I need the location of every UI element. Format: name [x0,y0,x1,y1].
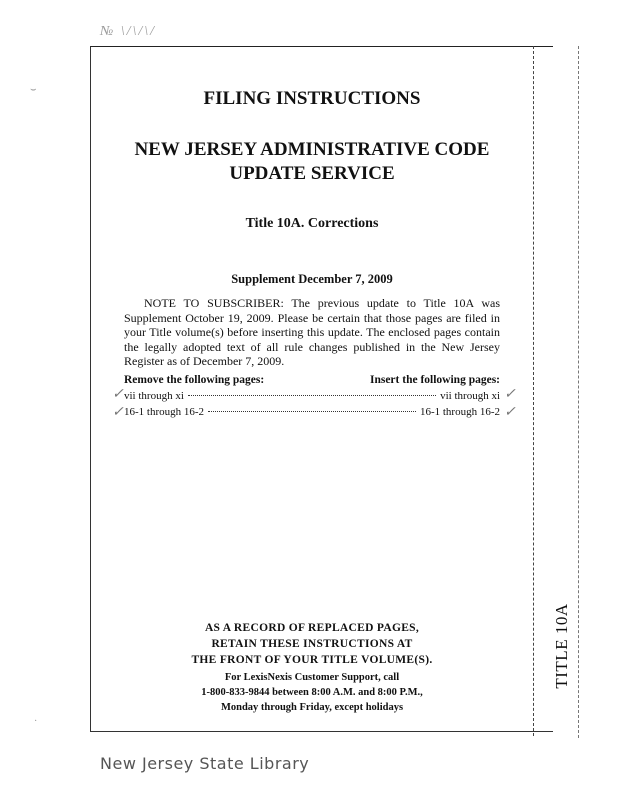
subscriber-note: NOTE TO SUBSCRIBER: The previous update to Title 10A was Supplement October 19, 2009. Please be certain that those pages are filed in your Title volume(s) before inserting this update. The enclosed pages contain the legally adopted text of all rule changes published in the New Jersey Register as of December 7, 2009. [124,296,500,368]
support-line3: Monday through Friday, except holidays [220,702,404,713]
customer-support-notice [90,670,534,715]
title-tab [548,600,576,692]
scan-mark: ⌣ [30,84,37,95]
checkmark-icon: ✓ [504,387,516,402]
supplement-date: Supplement December 7, 2009 [231,272,393,286]
checkmark-icon: ✓ [112,405,124,420]
retain-line1: AS A RECORD OF REPLACED PAGES, [204,622,420,634]
code-title: Title 10A. Corrections [245,216,379,231]
title-tab-label: TITLE 10A [552,603,571,689]
pages-table-header [124,374,500,386]
checkmark-icon: ✓ [112,387,124,402]
retain-notice [90,620,534,668]
retain-line2: RETAIN THESE INSTRUCTIONS AT [211,638,413,650]
pages-row [124,390,500,402]
service-heading-line2: UPDATE SERVICE [229,163,395,184]
service-heading-line1: NEW JERSEY ADMINISTRATIVE CODE [134,139,490,160]
retain-line3: THE FRONT OF YOUR TITLE VOLUME(S). [191,654,433,666]
page-edge-rule [578,46,579,738]
insert-pages-value: 16-1 through 16-2 [419,406,500,418]
dot-leader [208,411,416,412]
pages-row [124,406,500,418]
support-line1: For LexisNexis Customer Support, call [224,672,400,683]
filing-instructions-heading: FILING INSTRUCTIONS [203,88,421,109]
insert-pages-header: Insert the following pages: [369,374,500,386]
scan-mark: · [34,716,38,727]
checkmark-icon: ✓ [504,405,516,420]
remove-pages-value: vii through xi [124,390,184,402]
remove-pages-header: Remove the following pages: [124,374,265,386]
dot-leader [188,395,436,396]
service-heading [90,138,534,186]
handwritten-note: № \/\/\/ [100,24,157,39]
insert-pages-value: vii through xi [440,390,500,402]
remove-pages-value: 16-1 through 16-2 [124,406,205,418]
support-line2: 1-800-833-9844 between 8:00 A.M. and 8:00 P.M., [201,687,423,698]
library-stamp: New Jersey State Library [100,754,310,773]
